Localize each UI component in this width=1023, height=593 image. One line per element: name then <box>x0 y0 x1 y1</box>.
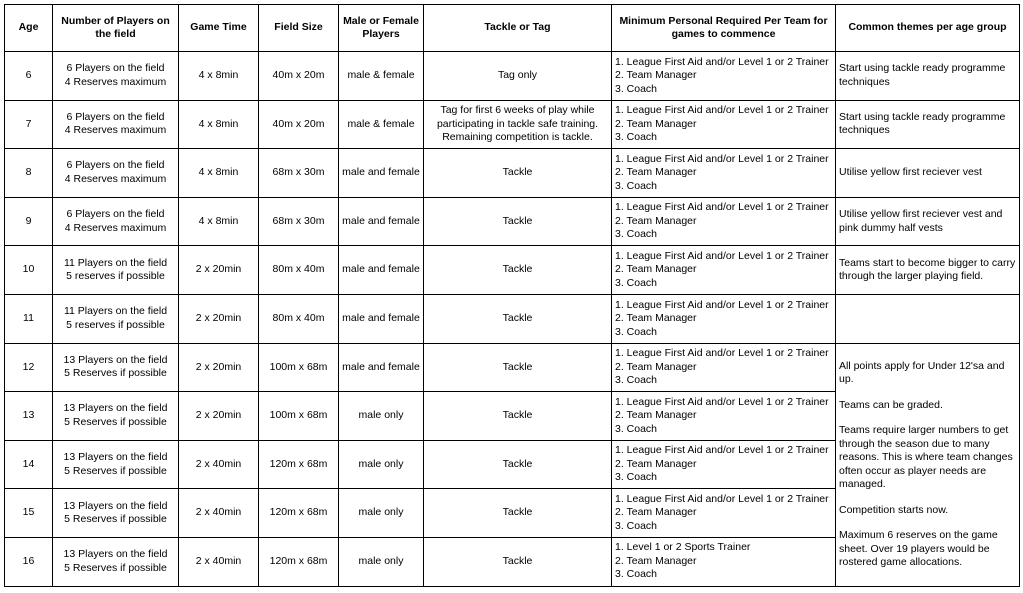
table-row <box>5 52 1020 101</box>
cell-players: 6 Players on the field 4 Reserves maximum <box>53 149 179 198</box>
cell-players: 6 Players on the field 4 Reserves maximum <box>53 100 179 149</box>
header-field-size: Field Size <box>259 5 339 52</box>
cell-tackle: Tackle <box>424 246 612 295</box>
cell-field-size: 40m x 20m <box>259 52 339 101</box>
cell-age: 15 <box>5 489 53 538</box>
cell-age: 6 <box>5 52 53 101</box>
age-group-table <box>4 4 1020 587</box>
cell-field-size: 80m x 40m <box>259 246 339 295</box>
cell-field-size: 100m x 68m <box>259 343 339 392</box>
cell-gender: male only <box>339 392 424 441</box>
cell-age: 16 <box>5 537 53 586</box>
table-row <box>5 294 1020 343</box>
header-game-time: Game Time <box>179 5 259 52</box>
cell-game-time: 2 x 20min <box>179 294 259 343</box>
senior-theme-item: Competition starts now. <box>839 503 949 516</box>
cell-game-time: 4 x 8min <box>179 149 259 198</box>
cell-players: 11 Players on the field 5 reserves if possible <box>53 246 179 295</box>
cell-tackle: Tackle <box>424 440 612 489</box>
cell-age: 13 <box>5 392 53 441</box>
cell-age: 7 <box>5 100 53 149</box>
cell-personnel: 1. League First Aid and/or Level 1 or 2 Trainer 2. Team Manager 3. Coach <box>612 294 836 343</box>
cell-game-time: 2 x 40min <box>179 440 259 489</box>
table-row <box>5 197 1020 246</box>
cell-gender: male and female <box>339 294 424 343</box>
cell-field-size: 80m x 40m <box>259 294 339 343</box>
cell-game-time: 4 x 8min <box>179 52 259 101</box>
header-age: Age <box>5 5 53 52</box>
cell-players: 6 Players on the field 4 Reserves maximum <box>53 52 179 101</box>
header-personnel: Minimum Personal Required Per Team for games to commence <box>612 5 836 52</box>
senior-theme-item: Teams require larger numbers to get through the season due to many reasons. This is where team changes often occur as player needs are managed. <box>839 424 1013 491</box>
header-gender: Male or Female Players <box>339 5 424 52</box>
cell-players: 13 Players on the field 5 Reserves if possible <box>53 537 179 586</box>
header-themes: Common themes per age group <box>836 5 1020 52</box>
cell-themes: Utilise yellow first reciever vest <box>836 149 1020 198</box>
cell-field-size: 120m x 68m <box>259 440 339 489</box>
cell-tackle: Tackle <box>424 149 612 198</box>
cell-tackle: Tackle <box>424 343 612 392</box>
table-row <box>5 149 1020 198</box>
cell-gender: male & female <box>339 52 424 101</box>
cell-game-time: 4 x 8min <box>179 197 259 246</box>
cell-tackle: Tackle <box>424 537 612 586</box>
cell-players: 13 Players on the field 5 Reserves if possible <box>53 343 179 392</box>
cell-age: 11 <box>5 294 53 343</box>
cell-personnel: 1. League First Aid and/or Level 1 or 2 Trainer 2. Team Manager 3. Coach <box>612 246 836 295</box>
cell-gender: male and female <box>339 197 424 246</box>
cell-themes: Teams start to become bigger to carry through the larger playing field. <box>836 246 1020 295</box>
header-row <box>5 5 1020 52</box>
cell-gender: male and female <box>339 149 424 198</box>
senior-theme-item: All points apply for Under 12'sa and up. <box>839 359 1005 386</box>
senior-theme-item: Teams can be graded. <box>839 398 943 411</box>
cell-field-size: 40m x 20m <box>259 100 339 149</box>
cell-age: 14 <box>5 440 53 489</box>
table-row <box>5 343 1020 392</box>
cell-age: 8 <box>5 149 53 198</box>
cell-personnel: 1. League First Aid and/or Level 1 or 2 Trainer 2. Team Manager 3. Coach <box>612 197 836 246</box>
cell-themes: Start using tackle ready programme techniques <box>836 100 1020 149</box>
cell-personnel: 1. League First Aid and/or Level 1 or 2 Trainer 2. Team Manager 3. Coach <box>612 52 836 101</box>
header-players: Number of Players on the field <box>53 5 179 52</box>
cell-age: 10 <box>5 246 53 295</box>
cell-personnel: 1. League First Aid and/or Level 1 or 2 Trainer 2. Team Manager 3. Coach <box>612 440 836 489</box>
cell-gender: male and female <box>339 246 424 295</box>
cell-game-time: 2 x 20min <box>179 392 259 441</box>
cell-personnel: 1. League First Aid and/or Level 1 or 2 Trainer 2. Team Manager 3. Coach <box>612 149 836 198</box>
cell-game-time: 2 x 20min <box>179 246 259 295</box>
cell-themes-senior <box>836 343 1020 586</box>
cell-gender: male only <box>339 440 424 489</box>
cell-game-time: 2 x 20min <box>179 343 259 392</box>
cell-gender: male only <box>339 537 424 586</box>
senior-theme-item: Maximum 6 reserves on the game sheet. Over 19 players would be rostered game allocations. <box>839 529 998 569</box>
cell-age: 12 <box>5 343 53 392</box>
cell-players: 13 Players on the field 5 Reserves if possible <box>53 440 179 489</box>
cell-personnel: 1. League First Aid and/or Level 1 or 2 Trainer 2. Team Manager 3. Coach <box>612 343 836 392</box>
cell-game-time: 2 x 40min <box>179 489 259 538</box>
cell-personnel: 1. Level 1 or 2 Sports Trainer 2. Team Manager 3. Coach <box>612 537 836 586</box>
cell-field-size: 68m x 30m <box>259 149 339 198</box>
cell-field-size: 68m x 30m <box>259 197 339 246</box>
cell-tackle: Tackle <box>424 197 612 246</box>
cell-game-time: 4 x 8min <box>179 100 259 149</box>
header-tackle: Tackle or Tag <box>424 5 612 52</box>
cell-game-time: 2 x 40min <box>179 537 259 586</box>
cell-tackle: Tag only <box>424 52 612 101</box>
cell-themes: Utilise yellow first reciever vest and pink dummy half vests <box>836 197 1020 246</box>
cell-field-size: 120m x 68m <box>259 489 339 538</box>
cell-tackle: Tackle <box>424 294 612 343</box>
cell-players: 13 Players on the field 5 Reserves if possible <box>53 392 179 441</box>
cell-themes <box>836 294 1020 343</box>
cell-tackle: Tag for first 6 weeks of play while participating in tackle safe training. Remaining competition is tackle. <box>424 100 612 149</box>
cell-personnel: 1. League First Aid and/or Level 1 or 2 Trainer 2. Team Manager 3. Coach <box>612 392 836 441</box>
cell-gender: male and female <box>339 343 424 392</box>
table-row <box>5 246 1020 295</box>
cell-age: 9 <box>5 197 53 246</box>
cell-personnel: 1. League First Aid and/or Level 1 or 2 Trainer 2. Team Manager 3. Coach <box>612 489 836 538</box>
cell-gender: male only <box>339 489 424 538</box>
cell-field-size: 100m x 68m <box>259 392 339 441</box>
cell-players: 11 Players on the field 5 reserves if possible <box>53 294 179 343</box>
cell-players: 6 Players on the field 4 Reserves maximum <box>53 197 179 246</box>
table-row <box>5 100 1020 149</box>
cell-tackle: Tackle <box>424 489 612 538</box>
cell-field-size: 120m x 68m <box>259 537 339 586</box>
cell-gender: male & female <box>339 100 424 149</box>
cell-tackle: Tackle <box>424 392 612 441</box>
cell-themes: Start using tackle ready programme techniques <box>836 52 1020 101</box>
cell-players: 13 Players on the field 5 Reserves if possible <box>53 489 179 538</box>
cell-personnel: 1. League First Aid and/or Level 1 or 2 Trainer 2. Team Manager 3. Coach <box>612 100 836 149</box>
